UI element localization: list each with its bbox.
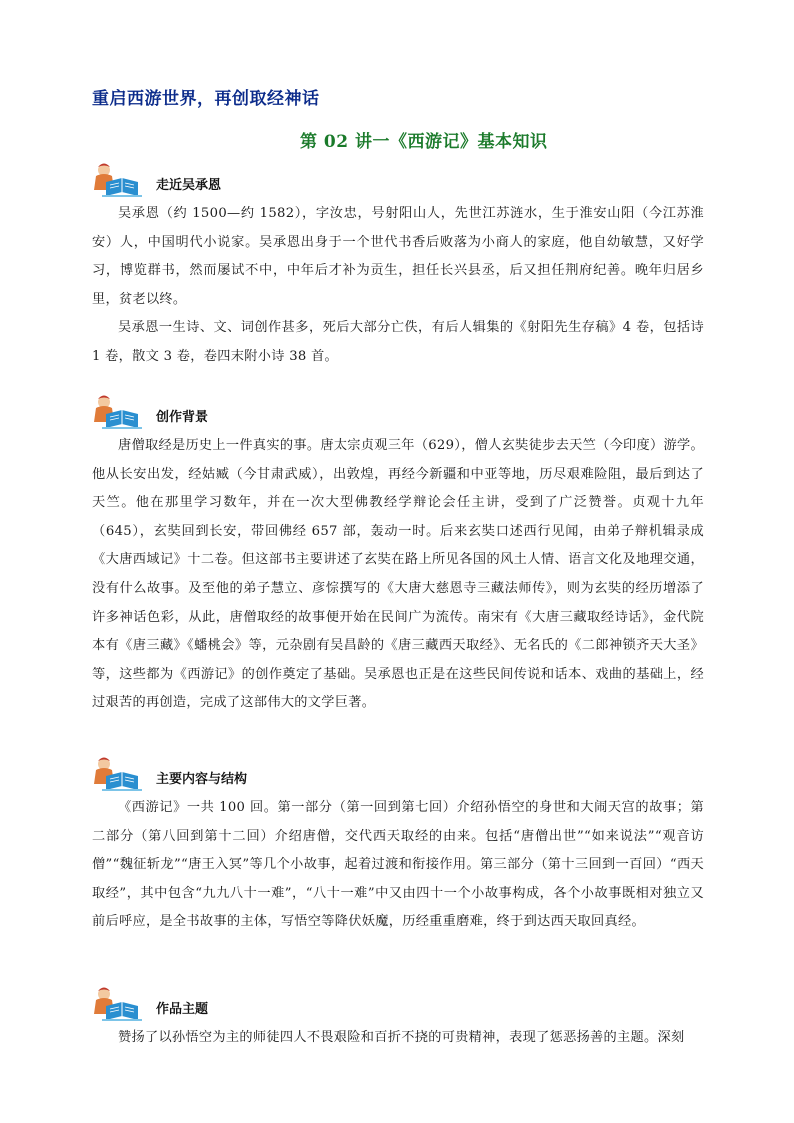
section-heading (92, 160, 704, 200)
paragraph: 吴承恩（约 1500—约 1582），字汝忠，号射阳山人，先世江苏涟水，生于淮安山阳（今江苏淮安）人，中国明代小说家。吴承恩出身于一个世代书香后败落为小商人的家庭，他自幼敏慧，又好学习，博览群书，然而屡试不中，中年后才补为贡生，担任长兴县丞，后又担任荆府纪善。晚年归居乡里，贫老以终。 (92, 206, 704, 307)
section-author (92, 160, 704, 372)
section-content-structure (92, 754, 704, 937)
paragraph: 《西游记》一共 100 回。第一部分（第一回到第七回）介绍孙悟空的身世和大闹天宫的故事；第二部分（第八回到第十二回）介绍唐僧，交代西天取经的由来。包括“唐僧出世”“如来说法”“观音访僧”“魏征斩龙”“唐王入冥”等几个小故事，起着过渡和衔接作用。第三部分（第十三回到一百回）“西天取经”，其中包含“九九八十一难”，“八十一难”中又由四十一个小故事构成，各个小故事既相对独立又前后呼应，是全书故事的主体，写悟空等降伏妖魔，历经重重磨难，终于到达西天取回真经。 (92, 800, 704, 930)
section-theme (92, 984, 704, 1053)
reading-child-icon (92, 392, 148, 432)
reading-child-icon (92, 160, 148, 200)
section-title: 主要内容与结构 (156, 772, 248, 787)
section-title: 创作背景 (156, 410, 209, 425)
series-title: 重启西游世界，再创取经神话 (92, 89, 320, 109)
section-background (92, 392, 704, 718)
reading-child-icon (92, 754, 148, 794)
section-heading (92, 984, 704, 1024)
lesson-title: 第 02 讲一《西游记》基本知识 (300, 132, 548, 152)
reading-child-icon (92, 984, 148, 1024)
section-heading (92, 392, 704, 432)
section-title: 走近吴承恩 (156, 178, 222, 193)
section-title: 作品主题 (156, 1002, 209, 1017)
paragraph: 唐僧取经是历史上一件真实的事。唐太宗贞观三年（629），僧人玄奘徒步去天竺（今印度）游学。他从长安出发，经姑臧（今甘肃武威），出敦煌，再经今新疆和中亚等地，历尽艰难险阻，最后到达了天竺。他在那里学习数年，并在一次大型佛教经学辩论会任主讲，受到了广泛赞誉。贞观十九年（645），玄奘回到长安，带回佛经 657 部，轰动一时。后来玄奘口述西行见闻，由弟子辩机辑录成《大唐西域记》十二卷。但这部书主要讲述了玄奘在路上所见各国的风土人情、语言文化及地理交通，没有什么故事。及至他的弟子慧立、彦悰撰写的《大唐大慈恩寺三藏法师传》，则为玄奘的经历增添了许多神话色彩，从此，唐僧取经的故事便开始在民间广为流传。南宋有《大唐三藏取经诗话》，金代院本有《唐三藏》《蟠桃会》等，元杂剧有吴昌龄的《唐三藏西天取经》、无名氏的《二郎神锁齐天大圣》等，这些都为《西游记》的创作奠定了基础。吴承恩也正是在这些民间传说和话本、戏曲的基础上，经过艰苦的再创造，完成了这部伟大的文学巨著。 (92, 438, 704, 711)
paragraph: 吴承恩一生诗、文、词创作甚多，死后大部分亡佚，有后人辑集的《射阳先生存稿》4 卷，包括诗 1 卷，散文 3 卷，卷四末附小诗 38 首。 (92, 320, 704, 364)
paragraph: 赞扬了以孙悟空为主的师徒四人不畏艰险和百折不挠的可贵精神，表现了惩恶扬善的主题。深刻 (118, 1030, 685, 1045)
section-heading (92, 754, 704, 794)
